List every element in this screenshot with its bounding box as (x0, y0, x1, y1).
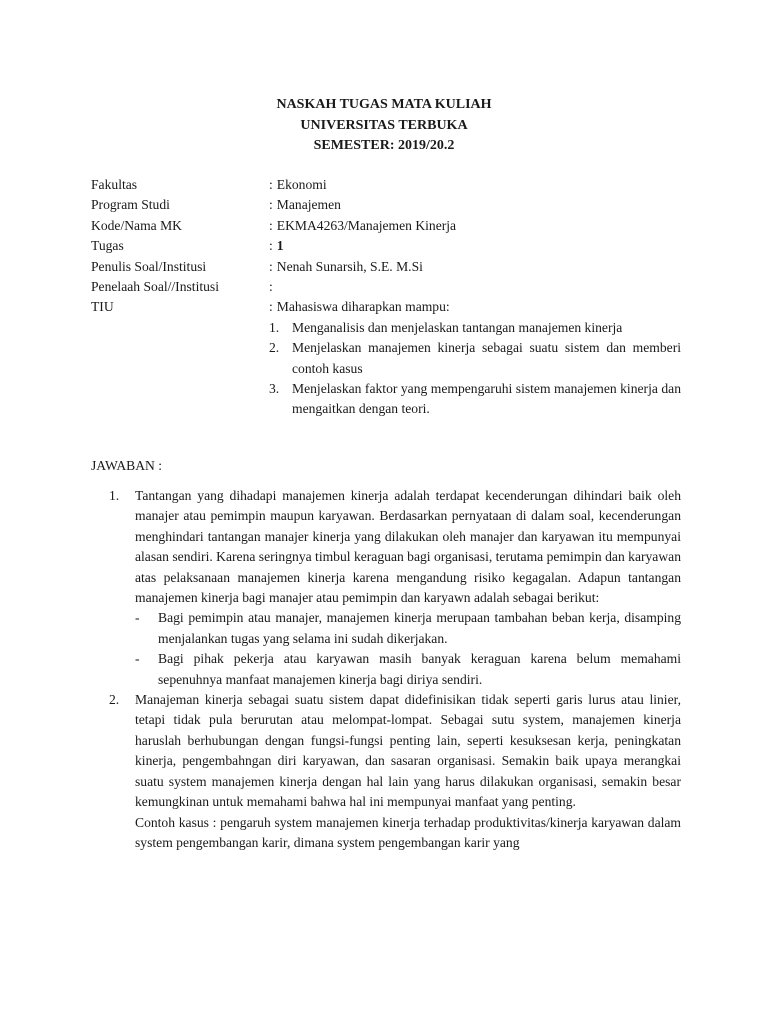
answers-list (109, 486, 681, 853)
meta-label: Program Studi (91, 197, 170, 213)
dash-marker: - (135, 651, 140, 667)
meta-value (269, 297, 681, 419)
dash-marker: - (135, 610, 140, 626)
answer-item (109, 690, 681, 853)
meta-label: TIU (91, 299, 114, 315)
list-number: 1. (269, 319, 280, 335)
meta-row-penelaah (91, 277, 681, 297)
meta-value (269, 236, 681, 256)
tiu-list (269, 318, 681, 420)
meta-row-penulis (91, 257, 681, 277)
list-text: Menganalisis dan menjelaskan tantangan manajemen kinerja (292, 319, 623, 335)
colon: : (269, 217, 273, 233)
answer-number: 2. (109, 692, 120, 708)
meta-label: Fakultas (91, 177, 138, 192)
list-text: Menjelaskan manajemen kinerja sebagai suatu sistem dan memberi contoh kasus (292, 340, 681, 376)
meta-row-prodi (91, 195, 681, 215)
list-item (269, 379, 681, 420)
meta-row-tugas (91, 236, 681, 256)
document-header (0, 95, 768, 157)
colon: : (269, 177, 273, 192)
answer-paragraph: Manajeman kinerja sebagai suatu sistem dapat didefinisikan tidak seperti garis lurus atau linier, tetapi tidak pula berurutan atau melompat-lompat. Sebagai sutu system, manajemen kinerja haruslah berhubungan dengan fungsi-fungsi penting lain, seperti kesuksesan kerja, peningkatan kinerja, pengembahngan diri karyawan, dan sasaran organisasi. Semakin baik upaya merangkai suatu system manajemen kinerja dengan hal lain yang harus dilakukan organisasi, semakin besar kemungkinan untuk memahami bahwa hal ini mempunyai manfaat yang penting. (135, 692, 681, 810)
course-metadata (91, 175, 681, 420)
list-number: 2. (269, 340, 280, 356)
answer-paragraph-case: Contoh kasus : pengaruh system manajemen kinerja terhadap produktivitas/kinerja karyawan dalam system pengembangan karir, dimana system pengembangan karir yang (135, 814, 681, 850)
meta-label: Penulis Soal/Institusi (91, 258, 207, 274)
header-semester: SEMESTER: 2019/20.2 (313, 138, 455, 153)
meta-value (269, 175, 681, 195)
meta-value (269, 277, 681, 297)
meta-value (269, 257, 681, 277)
meta-value (269, 216, 681, 236)
list-text: Bagi pihak pekerja atau karyawan masih banyak keraguan karena belum memahami sepenuhnya manfaat manajemen kinerja bagi diriya sendiri. (158, 651, 681, 687)
meta-label: Kode/Nama MK (91, 217, 182, 233)
list-item (269, 318, 681, 338)
penulis-value: Nenah Sunarsih, S.E. M.Si (276, 258, 423, 274)
meta-label: Penelaah Soal//Institusi (91, 279, 219, 295)
mk-value: EKMA4263/Manajemen Kinerja (276, 217, 457, 233)
list-item (135, 649, 681, 690)
list-text: Bagi pemimpin atau manajer, manajemen kinerja merupaan tambahan beban kerja, disamping menjalankan tugas yang selama ini sudah dikerjakan. (158, 610, 681, 646)
list-number: 3. (269, 381, 280, 397)
colon: : (269, 197, 273, 213)
list-item (135, 608, 681, 649)
bullet-list (135, 608, 681, 690)
answer-number: 1. (109, 488, 120, 503)
answer-body (135, 690, 681, 853)
meta-row-fakultas (91, 175, 681, 195)
colon: : (269, 279, 273, 295)
fakultas-value: Ekonomi (276, 177, 327, 192)
answers-heading: JAWABAN : (91, 458, 163, 473)
colon: : (269, 299, 273, 315)
tugas-value: 1 (276, 238, 284, 254)
header-course-title: NASKAH TUGAS MATA KULIAH (276, 97, 492, 112)
colon: : (269, 238, 273, 254)
answer-body (135, 486, 681, 690)
colon: : (269, 258, 273, 274)
header-university: UNIVERSITAS TERBUKA (300, 117, 468, 133)
tiu-intro: Mahasiswa diharapkan mampu: (276, 299, 450, 315)
meta-row-mk (91, 216, 681, 236)
meta-label: Tugas (91, 238, 124, 254)
prodi-value: Manajemen (276, 197, 341, 213)
meta-row-tiu (91, 297, 681, 419)
meta-value (269, 195, 681, 215)
list-text: Menjelaskan faktor yang mempengaruhi sistem manajemen kinerja dan mengaitkan dengan teori. (292, 381, 681, 417)
list-item (269, 338, 681, 379)
answer-item (109, 486, 681, 690)
answer-paragraph: Tantangan yang dihadapi manajemen kinerja adalah terdapat kecenderungan dihindari baik oleh manajer atau pemimpin maupun karyawan. Berdasarkan pernyataan di dalam soal, kecenderungan menghindari tantangan manajer kinerja yang dilakukan oleh manajer dan karyawan itu mempunyai alasan sendiri. Karena seringnya timbul keraguan bagi organisasi, terutama pemimpin dan karyawan atas pelaksanaan manajemen kinerja karena mengandung risiko kegagalan. Adapun tantangan manajemen kinerja bagi manajer atau pemimpin dan karyawn adalah sebagai berikut: (135, 488, 681, 606)
